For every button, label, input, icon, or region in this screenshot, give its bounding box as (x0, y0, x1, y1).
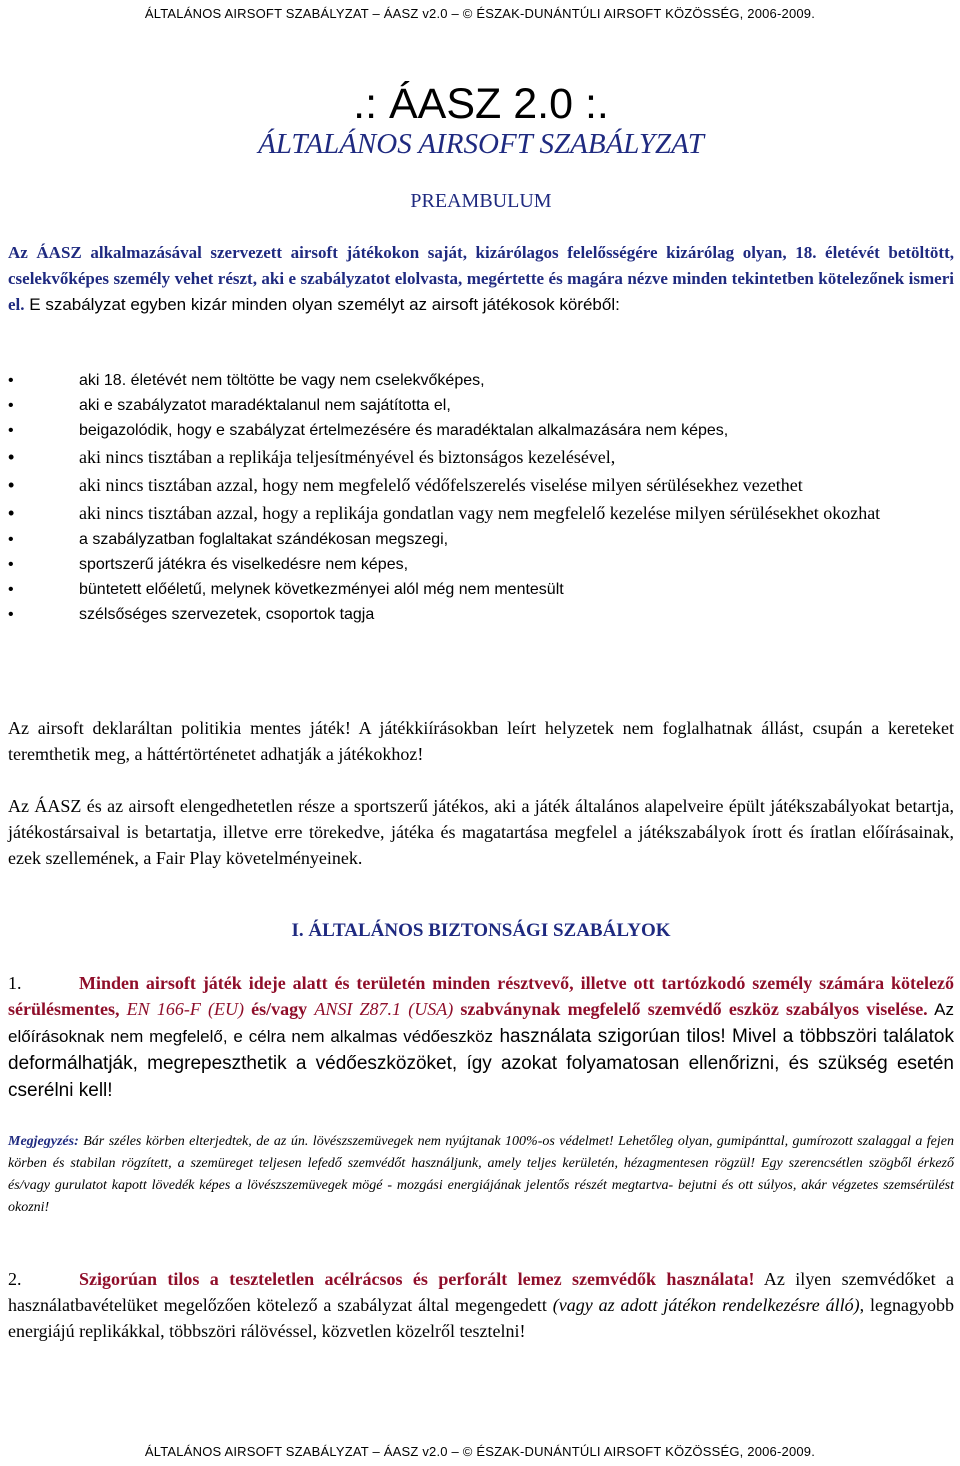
list-item: • aki nincs tisztában azzal, hogy a replikája gondatlan vagy nem megfelelő kezelése milyen sérülésekhet okozhat (8, 499, 954, 527)
rule-1-standard-usa: ANSI Z87.1 (USA) (314, 999, 454, 1019)
exclusion-list (8, 368, 954, 627)
list-item: • sportszerű játékra és viselkedésre nem képes, (8, 552, 954, 577)
preamble-heading: PREAMBULUM (410, 190, 552, 212)
rule-1-text-b: használata szigorúan tilos! Mivel a többszöri találatok deformálhatják, megrepeszthetik a védőeszközöket, így azokat folyamatosan ellenőrizni, és szükség esetén cserélni kell! (8, 1026, 954, 1101)
intro-paragraph (8, 240, 954, 318)
rule-2-bold: Szigorúan tilos a teszteletlen acélrácsos és perforált lemez szemvédők használata! (79, 1269, 755, 1289)
rule-2 (8, 1266, 954, 1344)
rule-2-number: 2. (8, 1269, 22, 1289)
note-paragraph (8, 1131, 954, 1219)
rule-1-bold-c: szabványnak megfelelő szemvédő eszköz szabályos viselése. (453, 999, 928, 1019)
list-item: • aki nincs tisztában azzal, hogy nem megfelelő védőfelszerelés viselése milyen sérülésekhez vezethet (8, 471, 954, 499)
rule-2-text-a: Az ilyen szemvédőket a használatbavételüket megelőzően kötelező a szabályzat által megengedett (8, 1269, 954, 1315)
rule-1-text-a: Az előírásoknak nem megfelelő, e célra nem alkalmas védőeszköz (8, 1000, 954, 1046)
politics-paragraph: Az airsoft deklaráltan politikia mentes játék! A játékkiírásokban leírt helyzetek nem foglalhatnak állást, csupán a kereteket teremthetik meg, a háttértörténetet adhatják a játékokhoz! (8, 718, 954, 764)
rule-1-number: 1. (8, 973, 22, 993)
rule-1 (8, 970, 954, 1104)
list-item: • aki nincs tisztában a replikája teljesítményével és biztonságos kezelésével, (8, 443, 954, 471)
list-item: • aki 18. életévét nem töltötte be vagy nem cselekvőképes, (8, 368, 954, 393)
intro-rest-text: E szabályzat egyben kizár minden olyan személyt az airsoft játékosok köréből: (24, 295, 620, 314)
page-footer: ÁLTALÁNOS AIRSOFT SZABÁLYZAT – ÁASZ v2.0 – © ÉSZAK-DUNÁNTÚLI AIRSOFT KÖZÖSSÉG, 2006-2009. (144, 1444, 816, 1459)
list-item: • büntetett előéletű, melynek következményei alól még nem mentesült (8, 577, 954, 602)
list-item: • a szabályzatban foglaltakat szándékosan megszegi, (8, 527, 954, 552)
page-header: ÁLTALÁNOS AIRSOFT SZABÁLYZAT – ÁASZ v2.0 – © ÉSZAK-DUNÁNTÚLI AIRSOFT KÖZÖSSÉG, 2006-2009. (144, 6, 816, 21)
list-item: • aki e szabályzatot maradéktalanul nem sajátította el, (8, 393, 954, 418)
rule-2-text-b: , legnagyobb energiájú replikákkal, többszöri rálövéssel, közvetlen közelről tesztelni! (8, 1295, 954, 1341)
rule-2-italic: (vagy az adott játékon rendelkezésre álló) (552, 1295, 860, 1315)
note-label: Megjegyzés: (8, 1134, 79, 1149)
document-title: .: ÁASZ 2.0 :. (353, 80, 609, 128)
rule-1-bold-a: Minden airsoft játék ideje alatt és területén minden résztvevő, illetve ott tartózkodó személy számára kötelező sérülésmentes, (8, 973, 954, 1019)
document-subtitle: ÁLTALÁNOS AIRSOFT SZABÁLYZAT (258, 128, 704, 160)
section-heading: I. ÁLTALÁNOS BIZTONSÁGI SZABÁLYOK (291, 920, 671, 941)
fairplay-paragraph: Az ÁASZ és az airsoft elengedhetetlen része a sportszerű játékos, aki a játék általános alapelveire épült játékszabályokat betartja, játékostársaival is betartatja, illetve erre törekedve, játéka és magatartása megfelel a játékszabályok írott és íratlan előírásainak, ezek szellemének, a Fair Play követelményeinek. (8, 796, 954, 868)
intro-navy-text: Az ÁASZ alkalmazásával szervezett airsoft játékokon saját, kizárólagos felelősségére kizárólag olyan, 18. életévét betöltött, cselekvőképes személy vehet részt, aki e szabályzatot elolvasta, megértette és magára nézve minden tekintetben kötelezőnek ismeri el. (8, 243, 954, 314)
rule-1-bold-b: és/vagy (243, 999, 315, 1019)
note-text: Bár széles körben elterjedtek, de az ún. lövészszemüvegek nem nyújtanak 100%-os védelmet! Lehetőleg olyan, gumipánttal, gumírozott szalaggal a fejen körben és stabilan rögzített, a szemüreget teljesen lefedő szemvédőt használjunk, amely teljes kerületén, hézagmentesen rögzül! Egy szerencsétlen szögből érkező és/vagy gurulatot kapott lövedék képes a lövészszemüvegek mögé - mozgási energiájának jelentős részét megtartva- bejutni és ott súlyos, akár végzetes szemsérülést okozni! (8, 1134, 954, 1215)
rule-1-standard-eu: EN 166-F (EU) (126, 999, 244, 1019)
list-item: • szélsőséges szervezetek, csoportok tagja (8, 602, 954, 627)
list-item: • beigazolódik, hogy e szabályzat értelmezésére és maradéktalan alkalmazására nem képes, (8, 418, 954, 443)
